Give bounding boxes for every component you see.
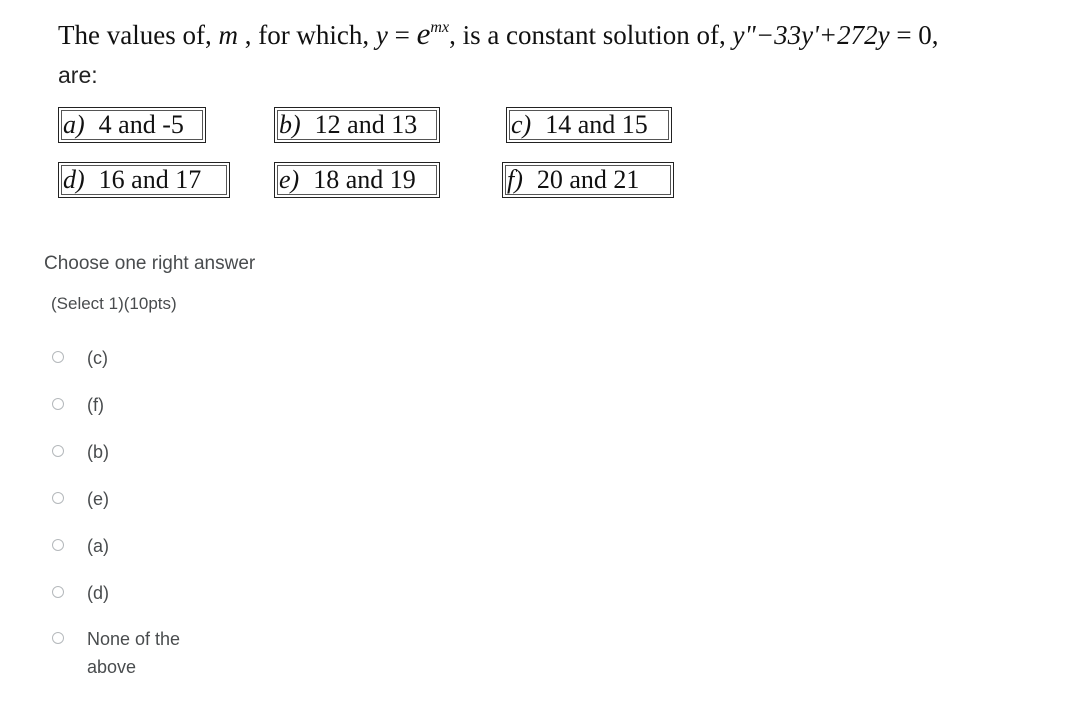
radio-button[interactable] (52, 632, 64, 644)
option-letter: b) (279, 110, 301, 139)
radio-button[interactable] (52, 492, 64, 504)
variable-y: y (375, 20, 388, 50)
equation-rhs: = 0, (889, 20, 939, 50)
differential-equation: y"−33y'+272y (732, 20, 890, 50)
option-box-a (58, 107, 206, 143)
question-block (58, 14, 1048, 214)
variable-m: m (218, 20, 238, 50)
choice-label[interactable]: (c) (87, 348, 108, 368)
option-value: 18 and 19 (313, 165, 416, 194)
choice-label[interactable]: (a) (87, 536, 109, 556)
option-box-b (274, 107, 440, 143)
question-for-which: , for which, (237, 20, 376, 50)
option-box-f (502, 162, 674, 198)
option-box-c (506, 107, 672, 143)
question-text (58, 16, 939, 58)
radio-button[interactable] (52, 539, 64, 551)
option-box-d (58, 162, 230, 198)
option-value: 16 and 17 (98, 165, 202, 194)
option-letter: f) (507, 165, 523, 194)
option-letter: e) (279, 165, 300, 194)
instruction-prompt: Choose one right answer (44, 253, 256, 274)
option-letter: d) (63, 165, 85, 194)
choice-label[interactable]: (b) (87, 442, 109, 462)
option-box-e (274, 162, 440, 198)
option-letter: c) (511, 110, 532, 139)
radio-button[interactable] (52, 586, 64, 598)
radio-button[interactable] (52, 398, 64, 410)
option-value: 14 and 15 (545, 110, 648, 139)
radio-button[interactable] (52, 351, 64, 363)
option-value: 4 and -5 (98, 110, 184, 139)
question-prefix: The values of, (58, 20, 219, 50)
points-label: (Select 1)(10pts) (51, 294, 177, 313)
radio-button[interactable] (52, 445, 64, 457)
are-label: are: (58, 62, 98, 88)
question-middle: , is a constant solution of, (449, 20, 733, 50)
equals-sign: = (387, 20, 417, 50)
choice-label[interactable]: None of the above (87, 629, 181, 677)
base-e: e (416, 16, 431, 51)
choice-label[interactable]: (f) (87, 395, 104, 415)
option-value: 20 and 21 (536, 165, 640, 194)
choice-label[interactable]: (d) (87, 583, 109, 603)
choice-label[interactable]: (e) (87, 489, 109, 509)
option-value: 12 and 13 (314, 110, 418, 139)
option-letter: a) (63, 110, 85, 139)
exponent-mx: mx (430, 19, 450, 36)
